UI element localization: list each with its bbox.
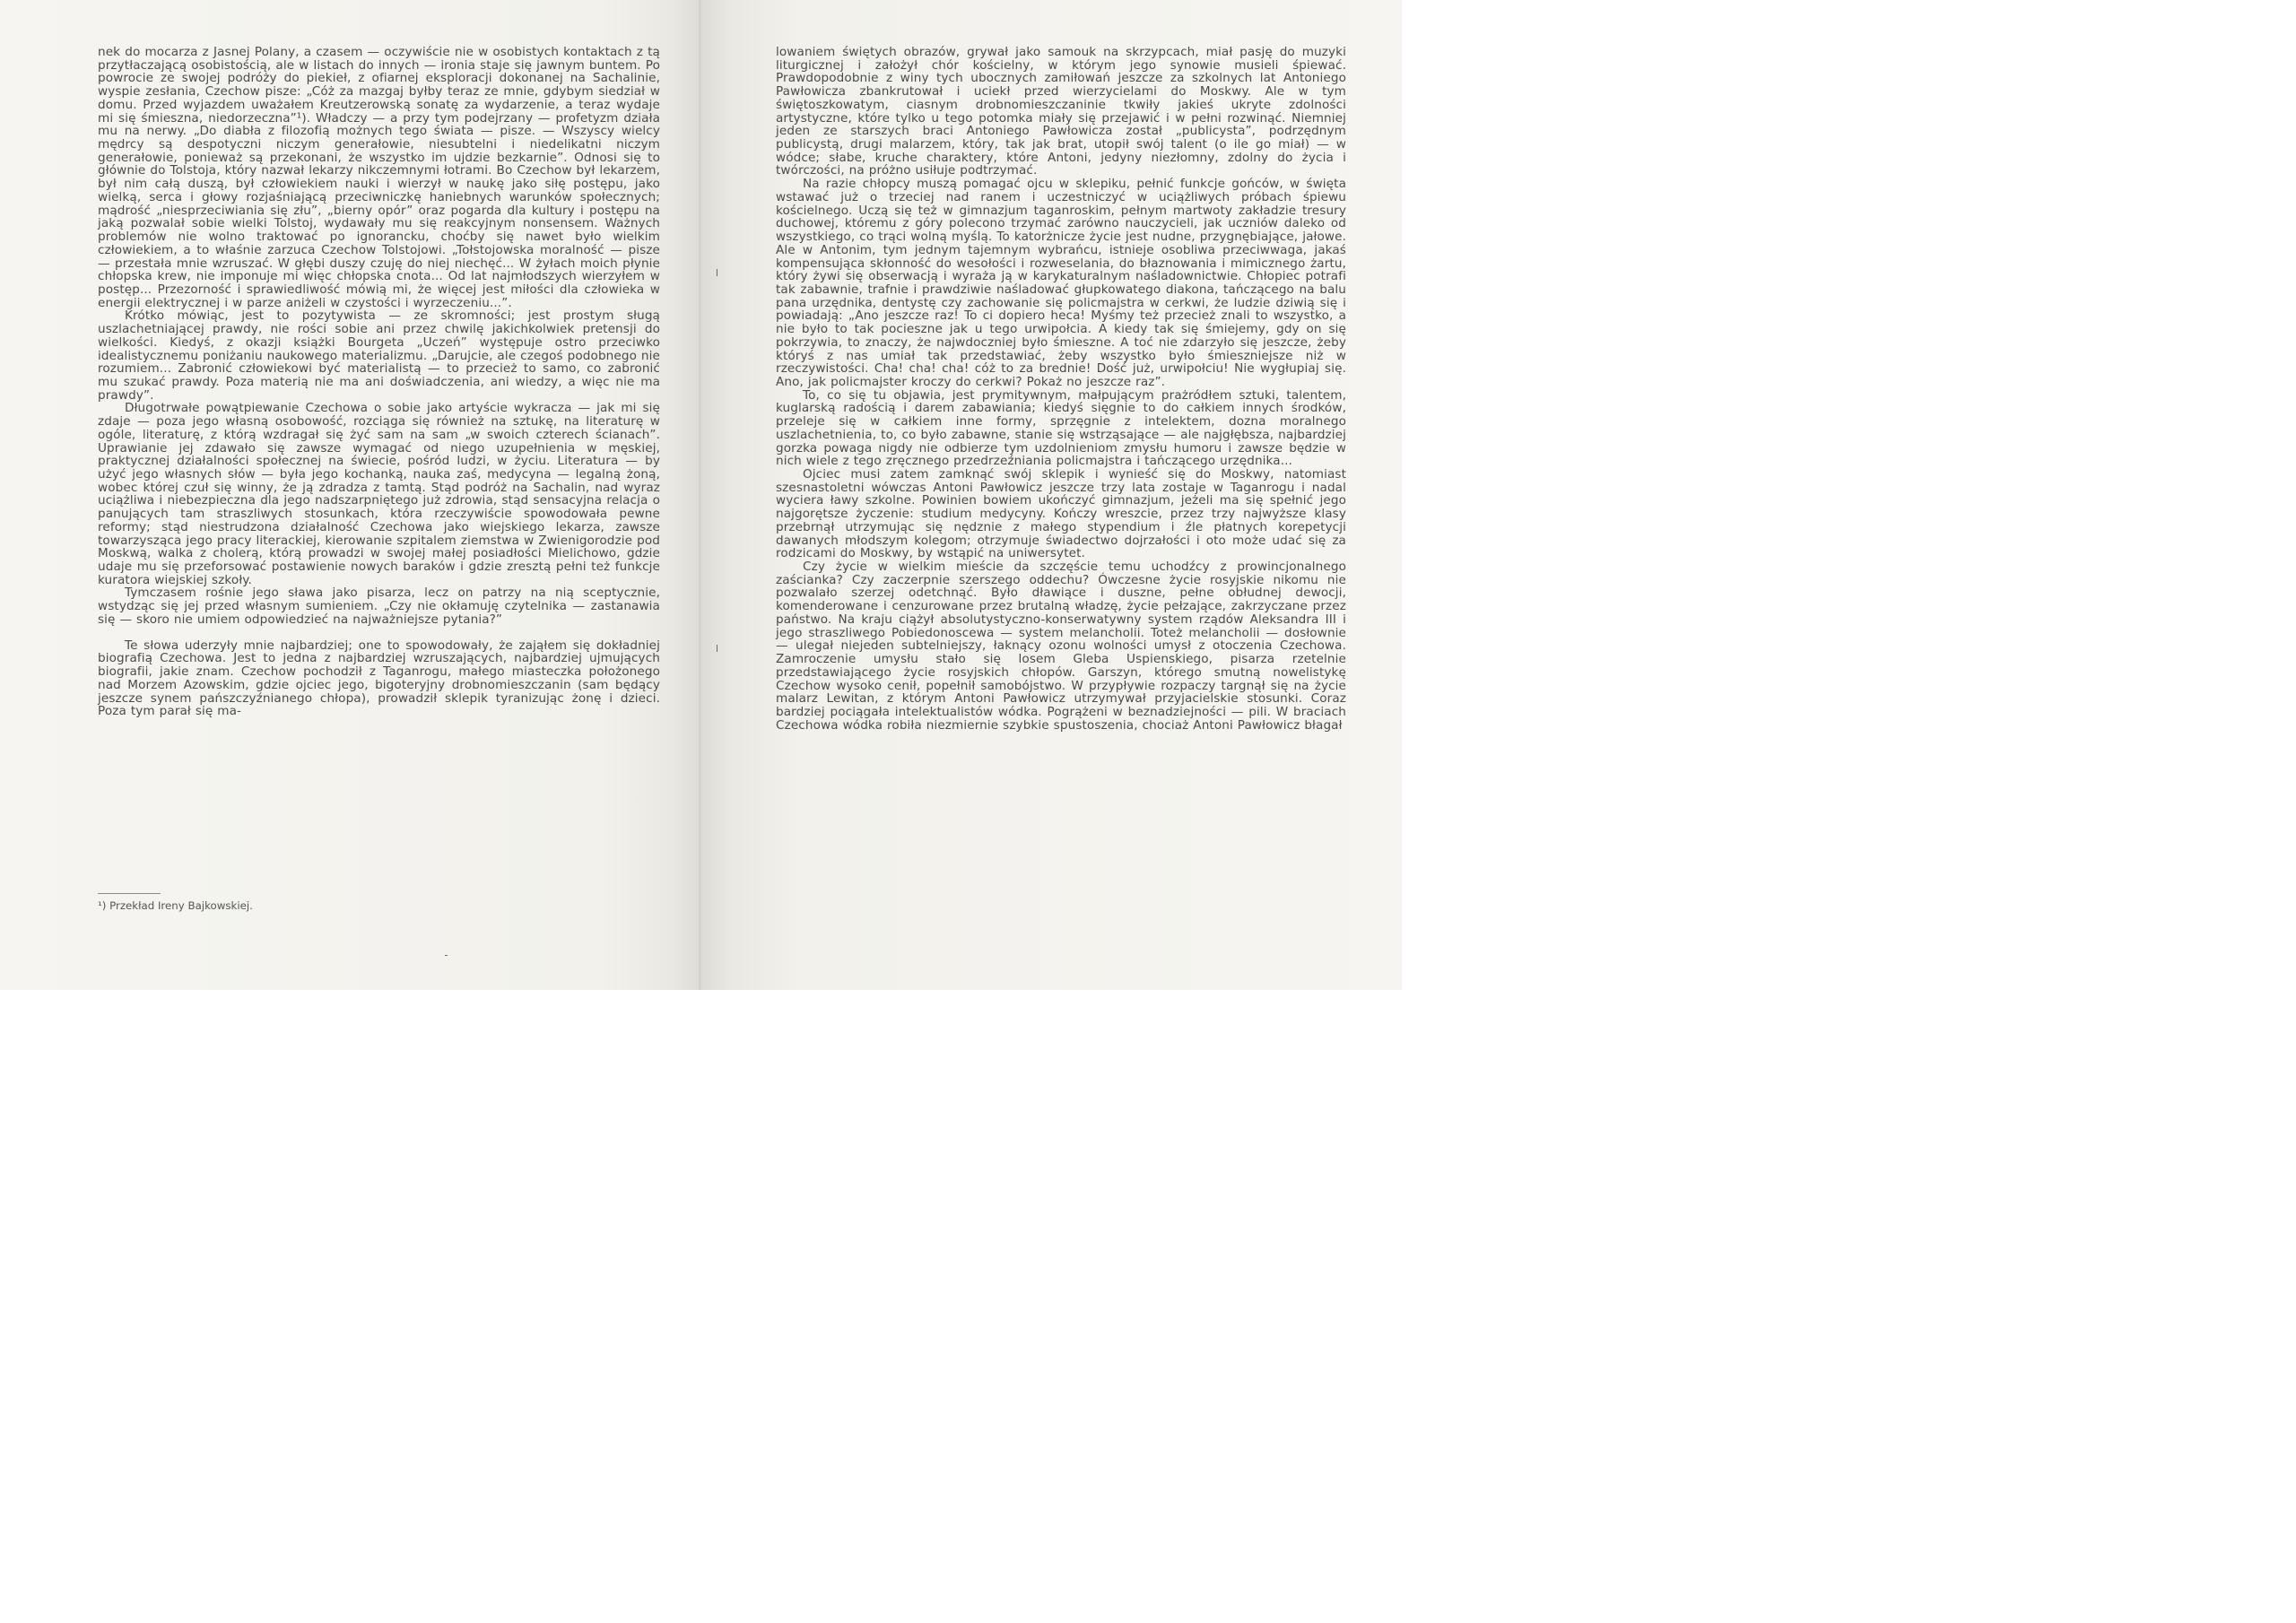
stray-mark (717, 645, 718, 652)
paragraph: Te słowa uderzyły mnie najbardziej; one to spowodowały, że zająłem się dokładniej biografią Czechowa. Jest to jedna z najbardziej wzruszających, najbardziej ujmujących biografii, jakie znam. Czechow pochodził z Taganrogu, małego miasteczka położonego nad Morzem Azowskim, gdzie ojciec jego, bigoteryjny drobnomieszczanin (sam będący jeszcze synem pańszczyźnianego chłopa), prowadził sklepik tyranizując żonę i dzieci. Poza tym parał się ma- (98, 638, 660, 719)
paragraph: Tymczasem rośnie jego sława jako pisarza, lecz on patrzy na nią sceptycznie, wstydząc się jej przed własnym sumieniem. „Czy nie okłamuję czytelnika — zastanawia się — skoro nie umiem odpowiedzieć na najważniejsze pytania?” (98, 586, 660, 627)
paragraph: To, co się tu objawia, jest prymitywnym, małpującym prażródłem sztuki, talentem, kuglarską radością i darem zabawiania; kiedyś sięgnie to do całkiem innych środków, przeleje się w całkiem inne formy, sprzęgnie z intelektem, dozna moralnego uszlachetnienia, to, co było zabawne, stanie się wstrząsające — ale najgłębsza, najbardziej gorzka powaga nigdy nie odbierze tym uzdolnieniom zmysłu humoru i zawsze będzie w nich wiele z tego zręcznego przedrzeźniania policmajstra i tańczącego urzędnika... (776, 387, 1346, 469)
paragraph: Czy życie w wielkim mieście da szczęście temu uchodźcy z prowincjonalnego zaścianka? Czy zaczerpnie szerszego oddechu? Ówczesne życie rosyjskie nikomu nie pozwalało szerzej odetchnąć. Było dławiące i duszne, pełne obłudnej dewocji, komenderowane i cenzurowane przez brutalną władzę, życie pełzające, zakrzyczane przez państwo. Na kraju ciążył absolutystyczno-konserwatywny system rządów Aleksandra III i jego straszliwego Pobiedonoscewa — system melancholii. Toteż melancholii — dosłownie — ulegał niejeden subtelniejszy, łaknący ozonu wolności umysł z otoczenia Czechowa. Zamroczenie umysłu stało się losem Gleba Uspienskiego, pisarza rzetelnie przedstawiającego życie rosyjskich chłopów. Garszyn, którego smutną nowelistykę Czechow wysoko cenił, popełnił samobójstwo. W przypływie rozpaczy targnął się na życie malarz Lewitan, z którym Antoni Pawłowicz utrzymywał przyjacielskie stosunki. Coraz bardziej pociągała intelektualistów wódka. Pogrążeni w beznadziejności — pili. W braciach Czechowa wódka robiła niezmiernie szybkie spustoszenia, chociaż Antoni Pawłowicz błagał (776, 560, 1346, 733)
paragraph: Ojciec musi zatem zamknąć swój sklepik i wynieść się do Moskwy, natomiast szesnastoletni wówczas Antoni Pawłowicz jeszcze trzy lata zostaje w Taganrogu i nadal wyciera ławy szkolne. Powinien bowiem ukończyć gimnazjum, jeżeli ma się spełnić jego najgorętsze życzenie: studium medycyny. Kończy wreszcie, przez trzy najwyższe klasy przebrnął utrzymując się nędznie z małego stypendium i źle płatnych korepetycji dawanych młodszym kolegom; otrzymuje świadectwo dojrzałości i oto może udać się za rodzicami do Moskwy, by wstąpić na uniwersytet. (776, 467, 1346, 561)
stray-mark (717, 269, 718, 276)
left-page (0, 0, 700, 990)
paragraph: nek do mocarza z Jasnej Polany, a czasem — oczywiście nie w osobistych kontaktach z tą przytłaczającą osobistością, ale w listach do innych — ironia staje się jawnym buntem. Po powrocie ze swojej podróży do piekieł, z ofiarnej eksploracji dokonanej na Sachalinie, wyspie zesłania, Czechow pisze: „Cóż za mazgaj byłby teraz ze mnie, gdybym siedział w domu. Przed wyjazdem uważałem Kreutzerowską sonatę za wydarzenie, a teraz wydaje mi się śmieszna, niedorzeczna”¹). Władczy — a przy tym podejrzany — profetyzm działa mu na nerwy. „Do diabła z filozofią możnych tego świata — pisze. — Wszyscy wielcy mędrcy są despotyczni niczym generałowie, niesubtelni i niedelikatni niczym generałowie, ponieważ są przekonani, że wszystko im ujdzie bezkarnie”. Odnosi się to głównie do Tolstoja, który nazwał lekarzy nikczemnymi łotrami. Bo Czechow był lekarzem, był nim całą duszą, był człowiekiem nauki i wierzył w naukę jako siłę postępu, jako wielką, serca i głowy rozjaśniającą przeciwniczkę haniebnych warunków społecznych; mądrość „niesprzeciwiania się złu”, „bierny opór” oraz pogarda dla kultury i postępu na jaką pozwalał sobie wielki Tolstoj, wydawały mu się reakcyjnym nonsensem. Ważnych problemów nie wolno traktować po ignorancku, choćby się nawet było wielkim człowiekiem, a to właśnie zarzuca Czechow Tolstojowi. „Tołstojowska moralność — pisze — przestała mnie wzruszać. W głębi duszy czuję do niej niechęć... W żyłach moich płynie chłopska krew, nie imponuje mi więc chłopska cnota... Od lat najmłodszych wierzyłem w postęp... Przezorność i sprawiedliwość mówią mi, że więcej jest miłości dla człowieka w energii elektrycznej i w parze aniżeli w czystości i wyrzeczeniu...”. (98, 45, 660, 310)
right-page (701, 0, 1402, 990)
book-spread (0, 0, 1402, 990)
footnote-rule (98, 893, 161, 894)
stray-mark (445, 955, 448, 956)
left-page-body (98, 46, 660, 718)
footnote: ¹) Przekład Ireny Bajkowskiej. (98, 899, 253, 912)
paragraph: Długotrwałe powątpiewanie Czechowa o sobie jako artyście wykracza — jak mi się zdaje — poza jego własną osobowość, rozciąga się również na sztukę, na literaturę w ogóle, literaturę, z którą wzdragał się żyć sam na sam „w swoich czterech ścianach”. Uprawianie jej zdawało się zawsze wymagać od niego uzupełnienia w męskiej, praktycznej działalności społecznej na świecie, pośród ludzi, w życiu. Literatura — by użyć jego własnych słów — była jego kochanką, nauka zaś, medycyna — legalną żoną, wobec której czuł się winny, że ją zdradza z tamtą. Stąd podróż na Sachalin, nad wyraz uciążliwa i niebezpieczna dla jego nadszarpniętego już zdrowia, stąd sensacyjna relacja o panujących tam straszliwych stosunkach, która rzeczywiście spowodowała pewne reformy; stąd niestrudzona działalność Czechowa jako wiejskiego lekarza, zawsze towarzysząca jego pracy literackiej, kierowanie szpitalem ziemstwa w Zwienigorodzie pod Moskwą, walka z cholerą, którą prowadzi w swojej małej posiadłości Mielichowo, gdzie udaje mu się przeforsować postawienie nowych baraków i gdzie zresztą pełni też funkcje kuratora wiejskiej szkoły. (98, 401, 660, 587)
paragraph: lowaniem świętych obrazów, grywał jako samouk na skrzypcach, miał pasję do muzyki liturgicznej i założył chór kościelny, w którym jego synowie musieli śpiewać. Prawdopodobnie z winy tych ubocznych zamiłowań jeszcze za szkolnych lat Antoniego Pawłowicza zbankrutował i uciekł przed wierzycielami do Moskwy. Ale w tym świętoszkowatym, ciasnym drobnomieszczaninie tkwiły jakieś ukryte zdolności artystyczne, które tylko u tego potomka miały się przejawić i w pełni rozwinąć. Niemniej jeden ze starszych braci Antoniego Pawłowicza został „publicysta”, podrzędnym publicystą, drugi malarzem, który, tak jak brat, utopił swój talent (o ile go miał) — w wódce; słabe, kruche charaktery, które Antoni, jedyny niezłomny, zdolny do życia i twórczości, na próżno usiłuje podtrzymać. (776, 45, 1346, 178)
right-page-body (776, 46, 1346, 732)
paragraph: Krótko mówiąc, jest to pozytywista — ze skromności; jest prostym sługą uszlachetniającej prawdy, nie rości sobie ani przez chwilę jakichkolwiek pretensji do wielkości. Kiedyś, z okazji książki Bourgeta „Uczeń” występuje ostro przeciwko idealistycznemu poniżaniu naukowego materializmu. „Darujcie, ale czegoś podobnego nie rozumiem... Zabronić człowiekowi być materialistą — to przecież to samo, co zabronić mu szukać prawdy. Poza materią nie ma ani doświadczenia, ani wiedzy, a więc nie ma prawdy”. (98, 308, 660, 403)
paragraph: Na razie chłopcy muszą pomagać ojcu w sklepiku, pełnić funkcje gońców, w święta wstawać już o trzeciej nad ranem i uczestniczyć w uciążliwych próbach śpiewu kościelnego. Uczą się też w gimnazjum taganroskim, pełnym martwoty zakładzie tresury duchowej, któremu z góry polecono trzymać zarówno nauczycieli, jak uczniów daleko od wszystkiego, co trąci wolną myślą. To katorżnicze życie jest nudne, przygnębiające, jałowe. Ale w Antonim, tym jednym tajemnym wybrańcu, istnieje osobliwa przeciwwaga, jakaś kompensująca skłonność do wesołości i rozweselania, do błaznowania i mimicznego żartu, który żywi się obserwacją i wyraża ją w karykaturalnym naśladownictwie. Chłopiec potrafi tak zabawnie, trafnie i prawdziwie naśladować głupkowatego diakona, tańczącego na balu pana urzędnika, dentystę czy zachowanie się policmajstra w cerkwi, że ludzie dziwią się i powiadają: „Ano jeszcze raz! To ci dopiero heca! Myśmy też przecież znali to wszystko, a nie było to tak pocieszne jak u tego urwipołcia. A kiedy tak się śmiejemy, gdy on się pokrzywia, to znaczy, że najwdoczniej było śmieszne. A toć nie zdarzyło się jeszcze, żeby któryś z nas umiał tak przedstawiać, żeby wszystko było śmieszniejsze niż w rzeczywistości. Cha! cha! cha! cóż to za brednie! Dość już, urwipołciu! Nie wygłupiaj się. Ano, jak policmajster kroczy do cerkwi? Pokaż no jeszcze raz”. (776, 177, 1346, 389)
